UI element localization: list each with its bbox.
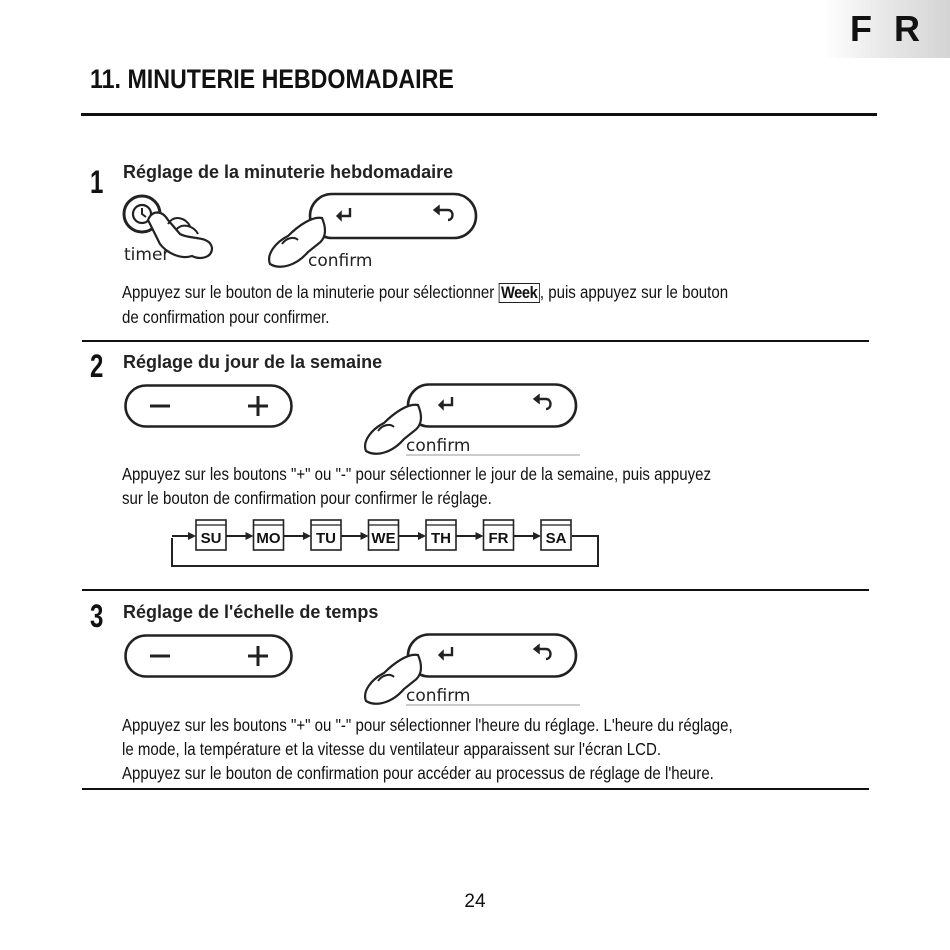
plus-icon	[248, 396, 268, 416]
cycle-arrowhead	[418, 532, 426, 540]
step-3-text-line-1: Appuyez sur les boutons "+" ou "-" pour sélectionner l'heure du réglage. L'heure du réglage,	[122, 715, 733, 735]
confirm-panel-illustration	[360, 383, 582, 459]
step-3-title: Réglage de l'échelle de temps	[123, 602, 379, 622]
week-indicator: Week	[498, 283, 539, 303]
plus-icon	[248, 646, 268, 666]
confirm-label: confirm	[308, 251, 373, 271]
page-title: 11. MINUTERIE HEBDOMADAIRE	[90, 64, 454, 94]
timer-label: timer	[124, 245, 170, 265]
day-label: SA	[545, 530, 567, 547]
enter-arrow-icon	[337, 208, 350, 220]
confirm-panel-illustration	[360, 633, 582, 709]
cycle-arrowhead	[533, 532, 541, 540]
step-1-text-line-2: de confirmation pour confirmer.	[122, 307, 330, 327]
step-1-divider	[82, 340, 869, 342]
day-box-sa	[541, 520, 571, 550]
minus-plus-panel	[124, 384, 294, 430]
cycle-arrowhead	[361, 532, 369, 540]
day-box-su	[196, 520, 226, 550]
step-1-number: 1	[90, 164, 104, 200]
day-box-th	[426, 520, 456, 550]
back-arrow-icon	[534, 645, 551, 659]
day-label: MO	[256, 530, 281, 547]
step-2-text-line-1: Appuyez sur les boutons "+" ou "-" pour sélectionner le jour de la semaine, puis appuyez	[122, 464, 712, 484]
back-arrow-icon	[434, 206, 453, 220]
day-box-mo	[254, 520, 284, 550]
step-2-divider	[82, 589, 869, 591]
step-2-number: 2	[90, 348, 104, 384]
confirm-label: confirm	[406, 436, 471, 456]
day-label: TU	[316, 530, 336, 547]
day-box-tu	[311, 520, 341, 550]
day-box-we	[369, 520, 399, 550]
cycle-arrowhead	[476, 532, 484, 540]
day-label: TH	[431, 530, 451, 547]
enter-arrow-icon	[439, 647, 452, 659]
confirm-panel-outline	[310, 194, 476, 238]
step-3-divider	[82, 788, 869, 790]
enter-arrow-icon	[439, 397, 452, 409]
back-arrow-icon	[534, 395, 551, 409]
day-label: SU	[200, 530, 222, 547]
step-2-text-line-2: sur le bouton de confirmation pour confirmer le réglage.	[122, 488, 492, 508]
day-box-fr	[484, 520, 514, 550]
step-1-title: Réglage de la minuterie hebdomadaire	[123, 162, 454, 182]
step-3-number: 3	[90, 598, 104, 634]
language-tab: F R	[824, 0, 950, 58]
step-3-text-line-3: Appuyez sur le bouton de confirmation pour accéder au processus de réglage de l'heure.	[122, 763, 714, 783]
day-label: FR	[488, 530, 509, 547]
timer-button-illustration	[120, 190, 230, 270]
confirm-label: confirm	[406, 686, 471, 706]
confirm-panel-illustration	[262, 192, 482, 272]
title-divider	[81, 113, 877, 116]
step-1-text-line-1: Appuyez sur le bouton de la minuterie pour sélectionner Week , puis appuyez sur le bouton	[122, 282, 729, 302]
day-label: WE	[371, 530, 396, 547]
minus-plus-panel	[124, 634, 294, 680]
step-3-text-line-2: le mode, la température et la vitesse du ventilateur apparaissent sur l'écran LCD.	[122, 739, 662, 759]
cycle-arrowhead	[246, 532, 254, 540]
day-cycle-diagram	[164, 514, 604, 572]
cycle-arrowhead	[303, 532, 311, 540]
page-number: 24	[464, 891, 486, 912]
step-2-title: Réglage du jour de la semaine	[123, 352, 383, 372]
